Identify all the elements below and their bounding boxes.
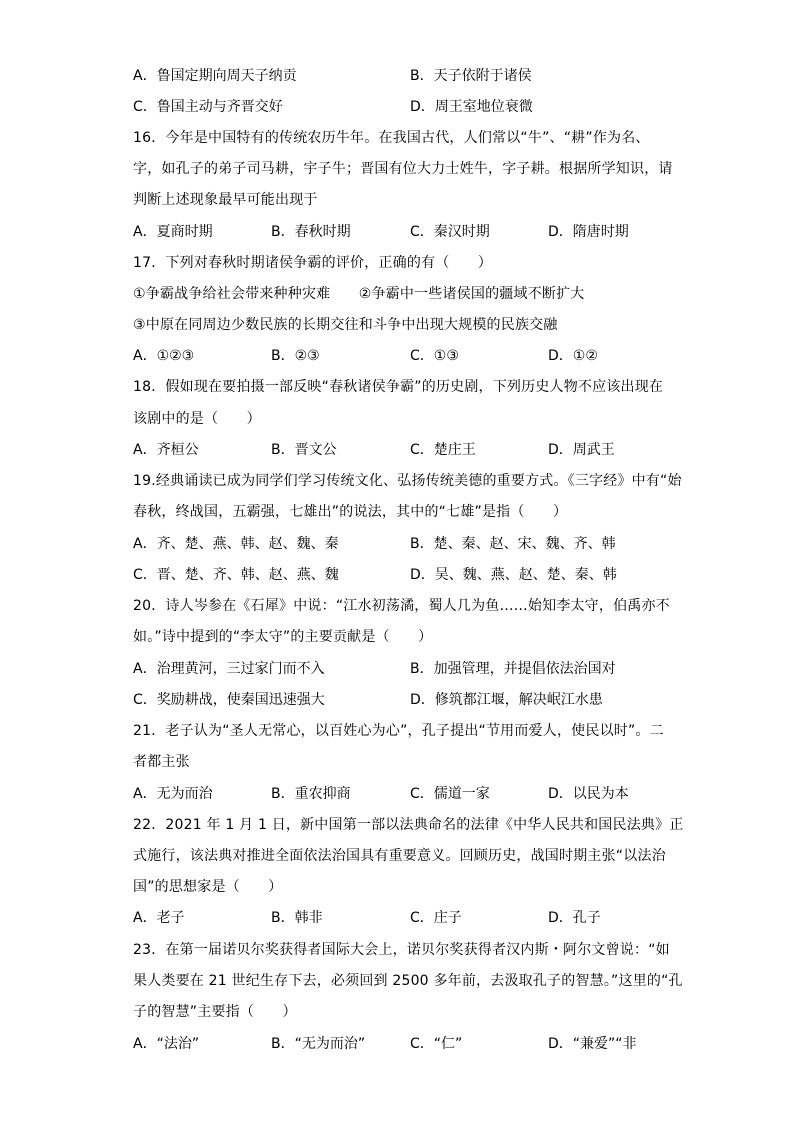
q18-stem-line-1: 18．假如现在要拍摄一部反映“春秋诸侯争霸”的历史剧，下列历史人物不应该出现在 [133,379,664,395]
q21-stem-line-2: 者都主张 [133,754,190,770]
q19-option-b: B．楚、秦、赵、宋、魏、齐、韩 [410,536,616,552]
q22-option-a: A．老子 [133,910,185,926]
q17-option-c: C．①③ [410,348,459,364]
q15-option-c: C．鲁国主动与齐晋交好 [133,99,283,115]
q20-stem-line-2: 如。”诗中提到的“李太守”的主要贡献是（ ） [133,629,433,645]
q22-stem-line-2: 式施行，该法典对推进全面依法治国具有重要意义。回顾历史，战国时期主张“以法治 [133,848,666,864]
q17-option-d: D．①② [548,348,598,364]
q18-stem-line-2: 该剧中的是（ ） [133,411,261,427]
q20-stem-line-1: 20．诗人岑参在《石犀》中说：“江水初荡潏，蜀人几为鱼……始知李太守，伯禹亦不 [133,598,670,614]
q22-stem-line-1: 22．2021 年 1 月 1 日，新中国第一部以法典命名的法律《中华人民共和国民法典》正 [133,817,684,833]
q16-option-d: D．隋唐时期 [548,224,629,240]
q22-option-d: D．孔子 [548,910,601,926]
q16-option-b: B．春秋时期 [271,224,351,240]
q18-option-b: B．晋文公 [271,442,337,458]
q17-stem-line-3: ③中原在同周边少数民族的长期交往和斗争中出现大规模的民族交融 [133,317,558,333]
q21-stem-line-1: 21．老子认为“圣人无常心，以百姓心为心”，孔子提出“节用而爱人，使民以时”。二 [133,723,664,739]
q18-option-c: C．楚庄王 [410,442,476,458]
q23-option-d: D．“兼爱”“非 [548,1036,637,1052]
q23-option-b: B．“无为而治” [271,1036,366,1052]
q19-option-a: A．齐、楚、燕、韩、赵、魏、秦 [133,536,339,552]
q23-stem-line-1: 23．在第一届诺贝尔奖获得者国际大会上，诺贝尔奖获得者汉内斯・阿尔文曾说：“如 [133,942,670,958]
q16-stem-line-1: 16．今年是中国特有的传统农历牛年。在我国古代，人们常以“牛”、“耕”作为名、 [133,130,650,146]
q23-stem-line-2: 果人类要在 21 世纪生存下去，必须回到 2500 多年前，去汲取孔子的智慧。”这里的“孔 [133,973,683,989]
q16-option-a: A．夏商时期 [133,224,213,240]
q19-option-d: D．吴、魏、燕、赵、楚、秦、韩 [410,567,617,583]
q15-option-b: B．天子依附于诸侯 [410,68,532,84]
q20-option-b: B．加强管理，并提倡依法治国对 [410,661,616,677]
q17-option-a: A．①②③ [133,348,195,364]
q18-option-a: A．齐桓公 [133,442,199,458]
q17-option-b: B．②③ [271,348,320,364]
q20-option-a: A．治理黄河，三过家门而不入 [133,661,325,677]
q23-option-c: C．“仁” [410,1036,463,1052]
q18-option-d: D．周武王 [548,442,615,458]
q16-stem-line-3: 判断上述现象最早可能出现于 [133,192,318,208]
q16-option-c: C．秦汉时期 [410,224,490,240]
q20-option-c: C．奖励耕战，使秦国迅速强大 [133,692,325,708]
q15-option-a: A．鲁国定期向周天子纳贡 [133,68,297,84]
q17-stem-line-1: 17．下列对春秋时期诸侯争霸的评价，正确的有（ ） [133,255,493,271]
q20-option-d: D．修筑都江堰，解决岷江水患 [410,692,603,708]
q21-option-c: C．儒道一家 [410,786,490,802]
q23-option-a: A．“法治” [133,1036,200,1052]
q17-stem-line-2: ①争霸战争给社会带来种种灾难 ②争霸中一些诸侯国的疆域不断扩大 [133,286,585,302]
q19-option-c: C．晋、楚、齐、韩、赵、燕、魏 [133,567,339,583]
q16-stem-line-2: 字，如孔子的弟子司马耕，宇子牛；晋国有位大力士姓牛，字子耕。根据所学知识，请 [133,161,673,177]
q19-stem-line-2: 春秋，终战国，五霸强，七雄出”的说法，其中的“七雄”是指（ ） [133,504,568,520]
q21-option-d: D．以民为本 [548,786,629,802]
q23-stem-line-3: 子的智慧”主要指（ ） [133,1004,297,1020]
q21-option-b: B．重农抑商 [271,786,351,802]
q21-option-a: A．无为而治 [133,786,213,802]
q22-option-c: C．庄子 [410,910,462,926]
q22-option-b: B．韩非 [271,910,323,926]
q22-stem-line-3: 国”的思想家是（ ） [133,879,283,895]
q19-stem-line-1: 19.经典诵读已成为同学们学习传统文化、弘扬传统美德的重要方式。《三字经》中有“始 [133,473,682,489]
q15-option-d: D．周王室地位衰微 [410,99,533,115]
